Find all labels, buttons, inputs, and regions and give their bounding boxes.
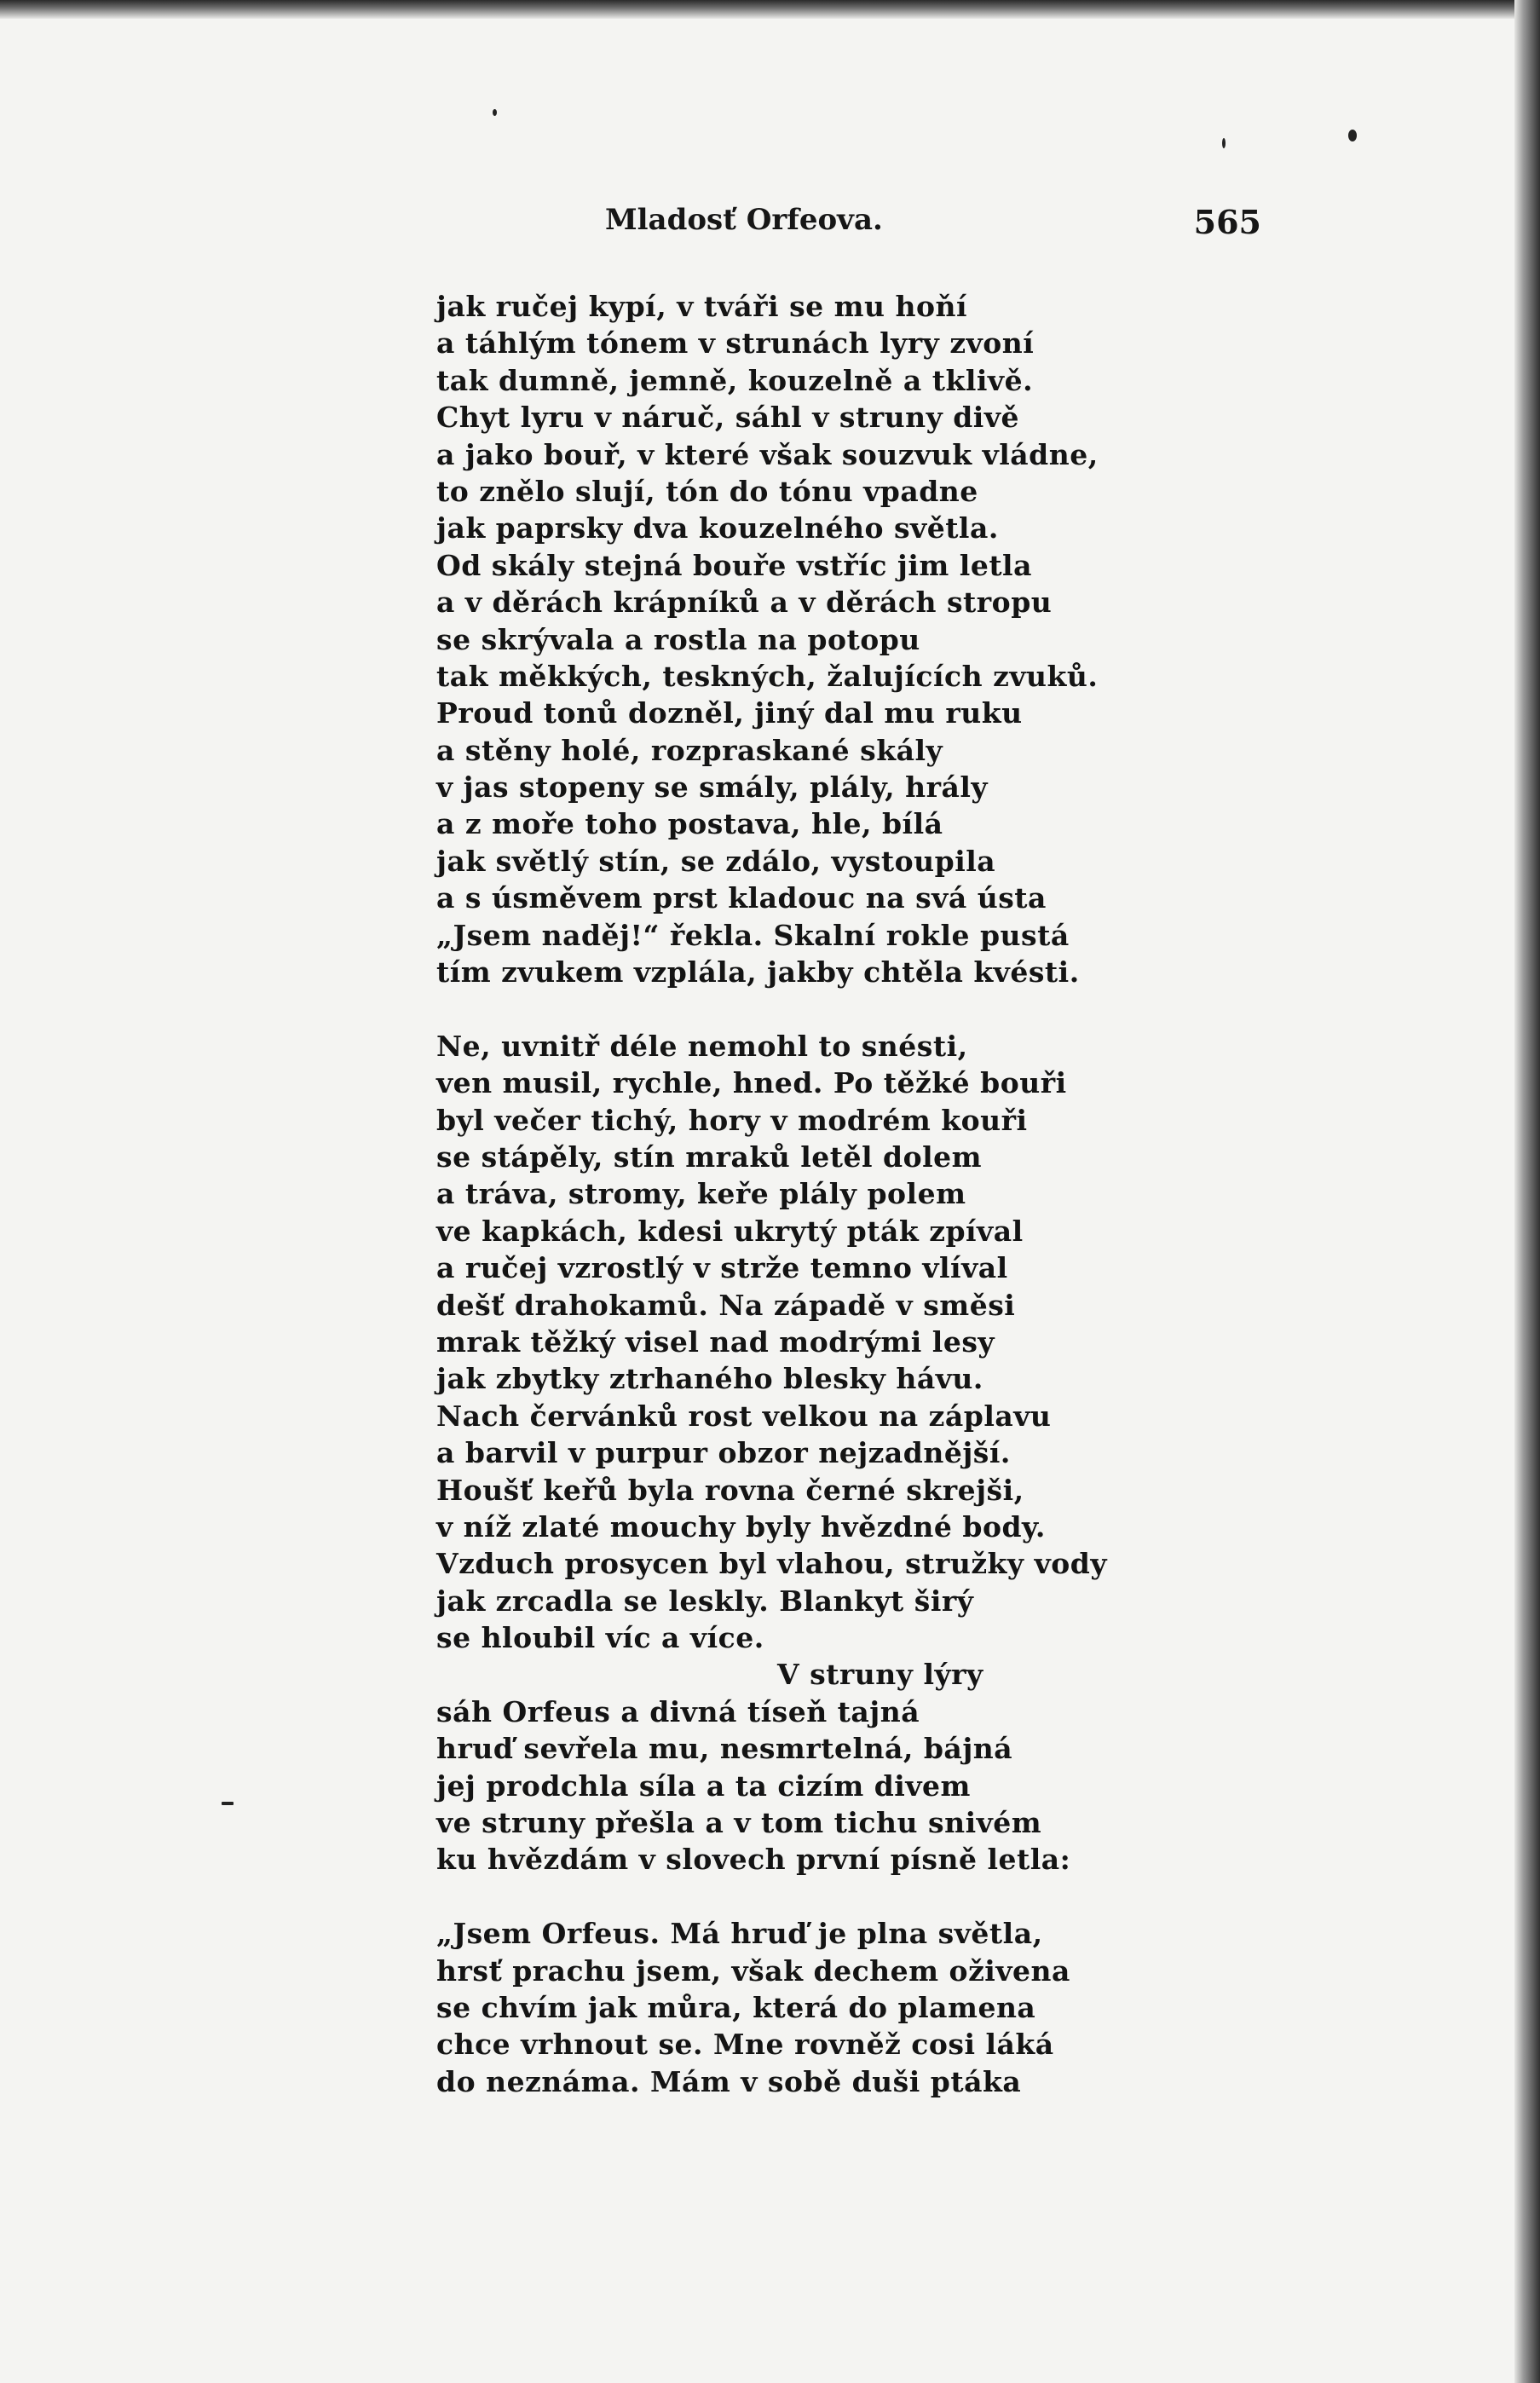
verse-line: a barvil v purpur obzor nejzadnější. [436,1436,1011,1470]
running-title: Mladosť Orfeova. [605,203,883,237]
verse-line: se chvím jak můra, která do plamena [436,1990,1036,2024]
verse-line: a z moře toho postava, hle, bílá [436,807,943,841]
stanza-2 [436,1028,1135,1878]
verse-line: Houšť keřů byla rovna černé skrejši, [436,1473,1024,1507]
verse-line: a tráva, stromy, keře plály polem [436,1177,966,1211]
verse-line: Proud tonů dozněl, jiný dal mu ruku [436,696,1023,730]
verse-line: ven musil, rychle, hned. Po těžké bouři [436,1066,1067,1100]
stanza-3 [436,1915,1135,2100]
verse-line: do neznáma. Mám v sobě duši ptáka [436,2064,1022,2098]
verse-line: a jako bouř, v které však souzvuk vládne, [436,437,1099,471]
verse-line: „Jsem naděj!“ řekla. Skalní rokle pustá [436,918,1070,952]
verse-line: v níž zlaté mouchy byly hvězdné body. [436,1509,1046,1543]
verse-line: byl večer tichý, hory v modrém kouři [436,1103,1028,1137]
verse-line: a stěny holé, rozpraskané skály [436,733,943,767]
verse-line: v jas stopeny se smály, plály, hrály [436,770,989,805]
stanza-1 [436,288,1135,990]
verse-line: Ne, uvnitř déle nemohl to snésti, [436,1029,968,1063]
verse-line: se stápěly, stín mraků letěl dolem [436,1140,983,1174]
verse-line: ve struny přešla a v tom tichu snivém [436,1806,1042,1840]
verse-line: jak zbytky ztrhaného blesky hávu. [436,1362,983,1396]
poem-text [436,288,1135,2100]
verse-line: hrsť prachu jsem, však dechem oživena [436,1953,1070,1988]
verse-line: tak dumně, jemně, kouzelně a tklivě. [436,363,1034,397]
scan-speck [1348,130,1357,141]
page-number: 565 [1193,203,1261,241]
verse-line-indented: V struny lýry [777,1658,983,1692]
verse-line: a v děrách krápníků a v děrách stropu [436,586,1053,620]
verse-line: tak měkkých, teskných, žalujících zvuků. [436,659,1099,693]
verse-line: mrak těžký visel nad modrými lesy [436,1324,995,1359]
verse-line: to znělo slují, tón do tónu vpadne [436,474,978,508]
verse-line: a s úsměvem prst kladouc na svá ústa [436,881,1047,915]
verse-line: jej prodchla síla a ta cizím divem [436,1768,971,1803]
verse-line: chce vrhnout se. Mne rovněž cosi láká [436,2028,1054,2062]
verse-line: Vzduch prosycen byl vlahou, stružky vody [436,1547,1108,1581]
verse-line: se hloubil víc a více. [436,1621,764,1655]
verse-line: dešť drahokamů. Na západě v směsi [436,1288,1016,1322]
verse-line: jak zrcadla se leskly. Blankyt širý [436,1584,974,1618]
verse-line: se skrývala a rostla na potopu [436,622,920,656]
scan-right-edge [1514,0,1540,2383]
verse-line: ve kapkách, kdesi ukrytý pták zpíval [436,1214,1024,1248]
verse-line: „Jsem Orfeus. Má hruď je plna světla, [436,1917,1043,1951]
verse-line: Nach červánků rost velkou na záplavu [436,1399,1052,1433]
scan-top-edge [0,0,1540,19]
verse-line: jak ručej kypí, v tváři se mu hoňí [436,290,968,323]
scan-speck [222,1802,234,1805]
verse-line: a táhlým tónem v strunách lyry zvoní [436,326,1035,361]
stanza-break [436,1878,1135,1915]
verse-line: a ručej vzrostlý v strže temno vlíval [436,1251,1008,1285]
verse-line: jak paprsky dva kouzelného světla. [436,511,999,545]
verse-line: tím zvukem vzplála, jakby chtěla kvésti. [436,955,1080,990]
verse-line: ku hvězdám v slovech první písně letla: [436,1843,1071,1877]
verse-line: Chyt lyru v náruč, sáhl v struny divě [436,401,1020,435]
stanza-break [436,990,1135,1027]
verse-line: hruď sevřela mu, nesmrtelná, bájná [436,1732,1013,1766]
verse-line: sáh Orfeus a divná tíseň tajná [436,1694,920,1728]
verse-line: jak světlý stín, se zdálo, vystoupila [436,844,996,878]
running-header [605,203,1261,254]
verse-line: Od skály stejná bouře vstříc jim letla [436,548,1032,582]
scan-speck [1222,138,1226,148]
scan-speck [493,109,497,116]
